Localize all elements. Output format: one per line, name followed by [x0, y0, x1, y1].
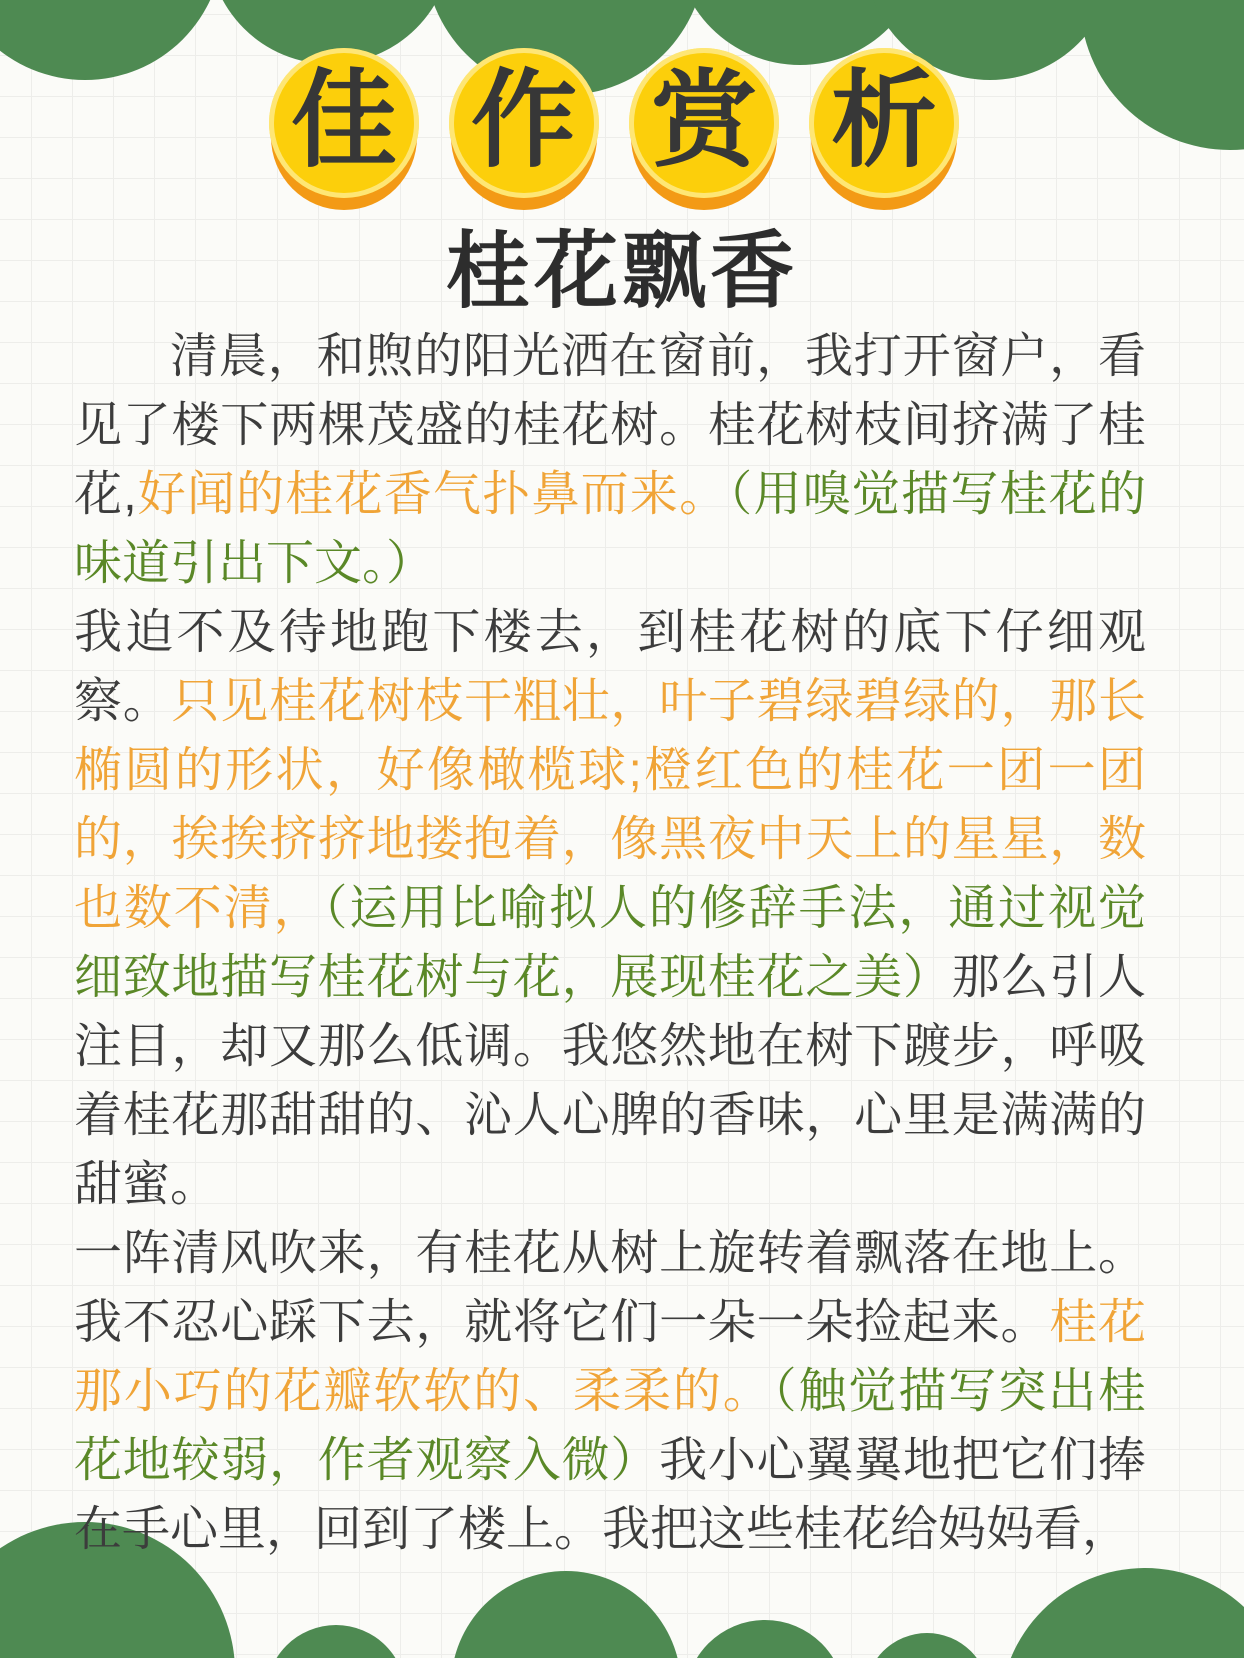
badge-character: 佳: [291, 62, 397, 180]
essay-segment-highlight: 桂花那小巧的花瓣软软的、柔柔的。: [74, 1296, 1146, 1418]
essay-paragraph: [74, 598, 1146, 1219]
essay-segment: 一阵清风吹来，有桂花从树上旋转着飘落在地上。我不忍心踩下去，就将它们一朵一朵捡起来。: [74, 1227, 1146, 1349]
essay-segment-highlight: 好闻的桂花香气扑鼻而来。: [136, 468, 729, 521]
essay-segment-annotation: （运用比喻拟人的修辞手法，通过视觉细致地描写桂花树与花，展现桂花之美）: [74, 882, 1146, 1004]
title-badge: [449, 48, 599, 198]
badge-character: 赏: [651, 62, 757, 180]
badge-character: 作: [471, 62, 577, 180]
title-badge: [809, 48, 959, 198]
essay-body: [74, 322, 1146, 1564]
green-circle: [451, 1571, 681, 1658]
green-circle: [1080, 0, 1244, 150]
green-circle: [0, 0, 223, 80]
essay-segment: 我小心翼翼地把它们捧在手心里，回到了楼上。我把这些桂花给妈妈看，: [74, 1434, 1146, 1556]
essay-paragraph: [74, 1219, 1146, 1564]
title-badge: [629, 48, 779, 198]
green-circle: [1000, 1568, 1244, 1658]
essay-title: 桂花飘香: [445, 224, 798, 318]
essay-segment-annotation: （用嗅觉描写桂花的味道引出下文。）: [74, 468, 1146, 590]
green-circle: [685, 1620, 845, 1658]
title-badge: [269, 48, 419, 198]
badge-character: 析: [831, 62, 937, 180]
essay-segment-highlight: 只见桂花树枝干粗壮，叶子碧绿碧绿的，那长椭圆的形状，好像橄榄球;橙红色的桂花一团一团的，挨挨挤挤地搂抱着，像黑夜中天上的星星，数也数不清，: [74, 675, 1146, 935]
essay-segment-annotation: （触觉描写突出桂花地较弱，作者观察入微）: [74, 1365, 1146, 1487]
essay-segment: 那么引人注目，却又那么低调。我悠然地在树下踱步，呼吸着桂花那甜甜的、沁人心脾的香味，心里是满满的甜蜜。: [74, 951, 1146, 1211]
essay-paragraph: [74, 322, 1146, 598]
essay-segment: 清晨，和煦的阳光洒在窗前，我打开窗户，看见了楼下两棵茂盛的桂花树。桂花树枝间挤满了桂花,: [74, 330, 1146, 521]
green-circle: [865, 1633, 989, 1658]
essay-segment: 我迫不及待地跑下楼去，到桂花树的底下仔细观察。: [74, 606, 1146, 728]
green-circle: [266, 1625, 406, 1658]
